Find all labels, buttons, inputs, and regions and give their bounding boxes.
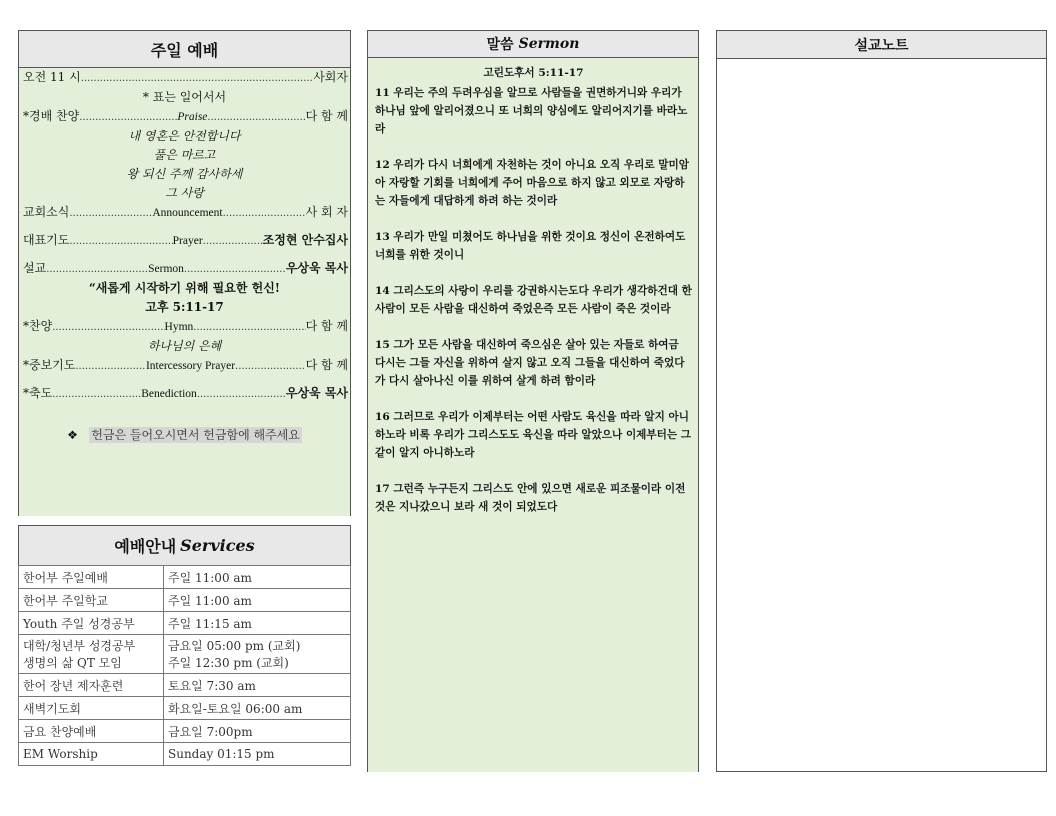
service-row: [19, 589, 351, 612]
leader-dots: [75, 361, 146, 372]
leader-dots: [223, 208, 306, 219]
sermon-notes-title: 설교노트: [717, 31, 1046, 59]
leader-dots: [69, 208, 152, 219]
order-leader: 우상욱 목사: [285, 261, 348, 275]
order-english: Hymn: [164, 321, 194, 333]
order-label: *축도: [23, 386, 53, 400]
order-leader: 다 함 께: [305, 358, 348, 372]
leader-dots: [207, 112, 305, 123]
leader-dots: [79, 112, 177, 123]
worship-title: 주일 예배: [18, 30, 351, 68]
diamond-bullet-icon: ❖: [67, 428, 78, 442]
service-row: [19, 743, 351, 766]
leader-dots: [235, 361, 306, 372]
order-english: Prayer: [172, 235, 203, 247]
praise-song: 풀은 마르고: [153, 148, 216, 162]
order-leader: 우상욱 목사: [285, 386, 348, 400]
verse: 15 그가 모든 사람을 대신하여 죽으심은 살아 있는 자들로 하여금 다시는 그들 자신을 위하여 살지 않고 오직 그들을 대신하여 죽었다가 다시 살아나신 이를 위하여 살게 하려 함이라: [375, 339, 685, 387]
leader-dots: [69, 236, 172, 247]
verse: 13 우리가 만일 미쳤어도 하나님을 위한 것이요 정신이 온전하여도 너희를 위한 것이니: [375, 231, 686, 261]
order-announcement: [19, 203, 350, 223]
order-sermon: [19, 259, 350, 279]
service-name: 새벽기도회: [19, 697, 164, 720]
order-leader: 조정현 안수집사: [262, 233, 348, 247]
service-time: 금요일 05:00 pm (교회) 주일 12:30 pm (교회): [164, 635, 351, 674]
verse: 12 우리가 다시 너희에게 자천하는 것이 아니요 오직 우리로 말미암아 자랑할 기회를 너희에게 주어 마음으로 하지 않고 외모로 자랑하는 자들에게 대답하게 하려 하는 것이라: [375, 159, 690, 207]
service-row: [19, 566, 351, 589]
verse: 16 그러므로 우리가 이제부터는 어떤 사람도 육신을 따라 알지 아니하노라 비록 우리가 그리스도도 육신을 따라 알았으나 이제부터는 그같이 알지 아니하노라: [375, 411, 692, 459]
service-time: Sunday 01:15 pm: [164, 743, 351, 766]
order-label: *경배 찬양: [23, 109, 80, 123]
service-name: 한어부 주일학교: [19, 589, 164, 612]
order-prayer: [19, 231, 350, 251]
service-time: 주일 11:15 am: [164, 612, 351, 635]
order-english: Intercessory Prayer: [145, 360, 236, 372]
sermon-panel-title: [367, 30, 699, 58]
services-title-ko: 예배안내: [114, 537, 177, 556]
order-leader: 사 회 자: [305, 205, 348, 219]
order-label: *찬양: [23, 319, 53, 333]
sermon-reference: 고후 5:11-17: [145, 300, 224, 314]
service-name: Youth 주일 성경공부: [19, 612, 164, 635]
praise-song: 왕 되신 주께 감사하세: [126, 167, 243, 181]
praise-song: 내 영혼은 안전합니다: [128, 129, 241, 143]
scripture-reference: 고린도후서 5:11-17: [483, 67, 584, 79]
services-title-en: Services: [180, 536, 255, 555]
order-label: 설교: [23, 261, 47, 275]
order-english: Sermon: [148, 263, 184, 275]
sermon-title-ko: 말씀: [486, 37, 514, 53]
service-name: 대학/청년부 성경공부 생명의 삶 QT 모임: [19, 635, 164, 674]
service-row: [19, 674, 351, 697]
service-name: EM Worship: [19, 743, 164, 766]
services-title: [18, 525, 351, 565]
service-row: [19, 635, 351, 674]
service-time: 토요일 7:30 am: [164, 674, 351, 697]
verse: 17 그런즉 누구든지 그리스도 안에 있으면 새로운 피조물이라 이전 것은 지나갔으니 보라 새 것이 되었도다: [375, 483, 686, 513]
service-time: 화요일-토요일 06:00 am: [164, 697, 351, 720]
service-time: 주일 11:00 am: [164, 566, 351, 589]
worship-order-body: [18, 68, 351, 516]
service-name: 한어 장년 제자훈련: [19, 674, 164, 697]
order-intercession: [19, 356, 350, 376]
order-hymn: [19, 317, 350, 337]
service-row: [19, 720, 351, 743]
sermon-panel: [367, 30, 699, 772]
service-name: 금요 찬양예배: [19, 720, 164, 743]
leader-dots: [52, 389, 141, 400]
leader-dots: [46, 264, 148, 275]
order-opening: [19, 68, 350, 88]
sermon-title-en: Sermon: [518, 36, 580, 52]
order-leader: 사회자: [313, 70, 348, 84]
order-label: 오전 11 시: [23, 70, 81, 84]
leader-dots: [81, 73, 314, 84]
offering-text: 헌금은 들어오시면서 헌금함에 해주세요: [91, 428, 300, 442]
services-panel: [18, 525, 351, 766]
worship-order-panel: [18, 30, 351, 516]
verse: 11 우리는 주의 두려우심을 알므로 사람들을 권면하거니와 우리가 하나님 앞에 알리어졌으니 또 너희의 양심에도 알리어지기를 바라노라: [375, 87, 688, 135]
order-english: Praise: [177, 111, 208, 123]
sermon-notes-panel[interactable]: [716, 30, 1047, 772]
order-leader: 다 함 께: [305, 109, 348, 123]
hymn-song: 하나님의 은혜: [147, 339, 222, 353]
verse: 14 그리스도의 사랑이 우리를 강권하시는도다 우리가 생각하건대 한 사람이 모든 사람을 대신하여 죽었은즉 모든 사람이 죽은 것이라: [375, 285, 692, 315]
order-label: 대표기도: [23, 233, 70, 247]
services-table: [18, 565, 351, 766]
sermon-title: “새롭게 시작하기 위해 필요한 헌신!: [88, 281, 281, 295]
leader-dots: [52, 322, 164, 333]
order-label: 교회소식: [23, 205, 70, 219]
stand-note: * 표는 일어서서: [142, 90, 227, 104]
leader-dots: [184, 264, 286, 275]
service-time: 주일 11:00 am: [164, 589, 351, 612]
service-row: [19, 697, 351, 720]
order-english: Announcement: [152, 207, 223, 219]
service-row: [19, 612, 351, 635]
order-leader: 다 함 께: [305, 319, 348, 333]
leader-dots: [197, 389, 286, 400]
order-label: *중보기도: [23, 358, 76, 372]
order-benediction: [19, 384, 350, 404]
offering-note: [19, 426, 350, 448]
service-time: 금요일 7:00pm: [164, 720, 351, 743]
service-name: 한어부 주일예배: [19, 566, 164, 589]
leader-dots: [193, 322, 305, 333]
order-praise: [19, 107, 350, 127]
order-english: Benediction: [141, 388, 197, 400]
scripture-body: [367, 58, 699, 772]
praise-song: 그 사랑: [165, 186, 204, 200]
leader-dots: [203, 236, 263, 247]
